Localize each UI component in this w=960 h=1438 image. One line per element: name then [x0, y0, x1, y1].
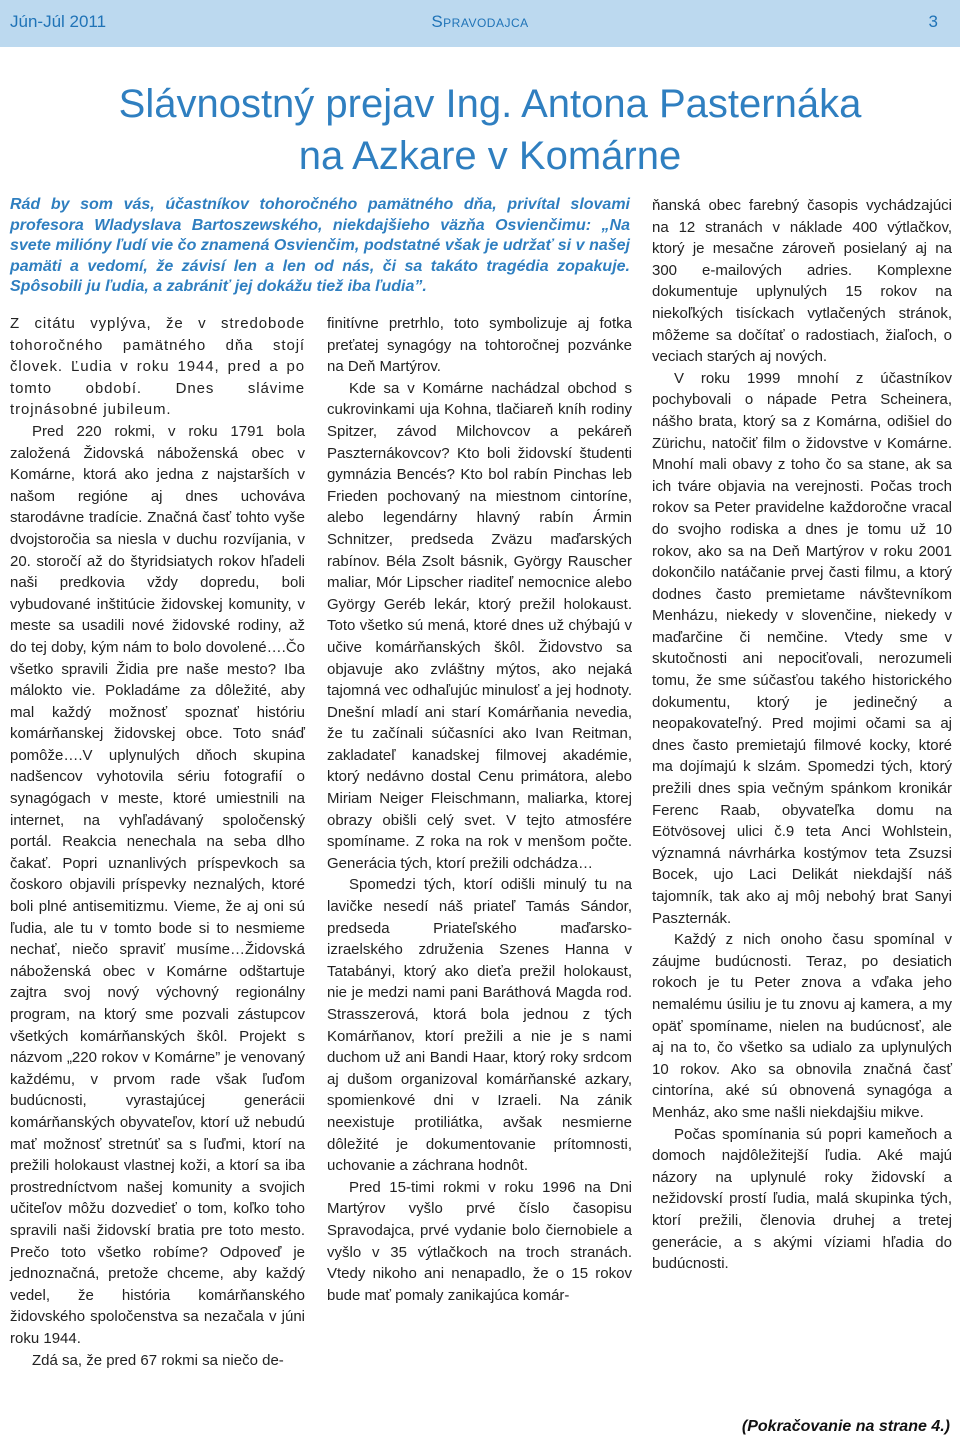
paragraph: Každý z nich onoho času spomínal v záujme budúcnosti. Teraz, po desiatich rokoch je tu Peter znova a vďaka jeho nemalému úsiliu je tu znovu aj kamera, a my opäť spomíname, nielen na budúcnosť, ale aj na to, čo všetko sa udialo za uplynulých 10 rokov. Ako sa obnovila značná časť cintorína, aké sú obnovená synagóga a Menház, ako sme našli niekdajšiu mikve.	[652, 931, 952, 1121]
paragraph: ňanská obec farebný časopis vychádzajúci na 12 stranách v náklade 400 výtlačkov, ktorý je mesačne zároveň posielaný aj na 300 e-mailových adries. Komplexne dokumentuje uplynulých 15 rokov na niekoľkých tisíckach vytlačených stránok, môžeme sa dočítať o radostiach, žiaľoch, o veciach starých aj nových.	[652, 197, 952, 366]
paragraph: finitívne pretrhlo, toto symbolizuje aj fotka preťatej synagógy na tohtoročnej pozvánke na Deň Martýrov.	[327, 315, 632, 376]
paragraph: Počas spomínania sú popri kameňoch a domoch najdôležitejší ľudia. Aké majú názory na uplynulé roky židovskí a nežidovskí prostí ľudia, malá skupinka tých, ktorí prežili, členovia druhej a tretej generácie, a s akými víziami hľadia do budúcnosti.	[652, 1125, 952, 1273]
paragraph: V roku 1999 mnohí z účastníkov pochybovali o nápade Petra Scheinera, nášho brata, ktorý sa z Komárna, odišiel do Zürichu, natočiť film o židovstve v Komárne. Mnohí mali obavy z toho čo sa stane, ak sa ich tváre objavia na verejnosti. Počas troch rokov sa Peter pravidelne každoročne vracal do svojho rodiska a dnes je tomu už 10 rokov, ako sa na Deň Martýrov v roku 2001 dokončilo natáčanie prvej časti filmu, a ktorý dodnes často premietame návštevníkom Menházu, niekedy v slovenčine, niekedy v maďarčine či nemčine. Vtedy sme v skutočnosti ani nepociťovali, nerozumeli tomu, že sme súčasťou takého historického dokumentu, ktorý je jedinečný a neopakovateľný. Pred mojimi očami sa aj dnes často premietajú filmové kocky, ktoré ma dojímajú k slzám. Spomedzi tých, ktorý prežili dnes spia večným spánkom kronikár Ferenc Raab, obyvateľka domu na Eötvösovej ulici č.9 teta Anci Wohlstein, významná návrhárka kostýmov teta Zsuzsi Bocek, ujo Laci Delikát niekdajší náš tajomník, tak ako aj môj nebohý brat Sanyi Paszternák.	[652, 369, 952, 927]
page-number: 3	[928, 12, 938, 31]
column-1	[10, 313, 305, 1371]
issue-date: Jún-Júl 2011	[10, 12, 107, 31]
lead-paragraph: Rád by som vás, účastníkov tohoročného pamätného dňa, privítal slovami profesora Wladyslava Bartoszewského, niekdajšieho väzňa Osvienčimu: „Na svete milióny ľudí vie čo znamená Osvienčim, podstatné však je udržať si v našej pamäti a vedomí, že závisí len a len od nás, či sa takáto tragédia zopakuje. Spôsobili ju ľudia, a zabrániť jej dokážu tiež iba ľudia”.	[10, 196, 630, 296]
title-line-1: Slávnostný prejav Ing. Antona Pasternáka	[118, 82, 862, 126]
column-3	[652, 195, 952, 1275]
section-name: Spravodajca	[431, 12, 529, 31]
continuation-note: (Pokračovanie na strane 4.)	[741, 1418, 950, 1435]
title-line-2: na Azkare v Komárne	[298, 134, 682, 178]
paragraph: Kde sa v Komárne nachádzal obchod s cukrovinkami uja Kohna, tlačiareň kníh rodiny Spitzer, závod Milchovcov a pekáreň Paszternákovcov? Kto boli židovskí študenti gymnázia Bencés? Kto bol rabín Pinchas leb Frieden pochovaný na miestnom cintoríne, alebo legendárny hlavný rabín Ármin Schnitzer, predseda Zväzu maďarských rabínov. Béla Zsolt básnik, György Rauscher maliar, Mór Lipscher riaditeľ nemocnice alebo György Geréb lekár, ktorý prežil holokaust. Toto všetko sú mená, ktoré dnes už chýbajú v učive komárňanských škôl. Židovstvo sa objavuje ako zvláštny mýtos, ako nejaká tajomná vec odhaľujúc minulosť a jej hodnoty. Dnešní mladí ani starí Komárňania nevedia, že tu začínali súčasníci ako Ivan Reitman, zakladateľ kanadskej filmovej akadémie, ktorý nedávno dostal Cenu primátora, alebo Miriam Neiger Fleischmann, maliarka, ktorej obrazy obišli celý svet. V tejto atmosfére spomíname. Z roka na rok v menšom počte. Generácia tých, ktorí prežili odchádza…	[327, 379, 632, 872]
paragraph: Z citátu vyplýva, že v stredobode tohoročného pamätného dňa stojí človek. Ľudia v roku 1944, pred a po tomto období. Dnes slávime trojnásobné jubileum.	[10, 315, 305, 419]
column-2	[327, 313, 632, 1306]
paragraph: Spomedzi tých, ktorí odišli minulý tu na lavičke nesedí náš priateľ Tamás Sándor, predseda Priateľského maďarsko- izraelského združenia Szenes Hanna v Tatabányi, ktorý ako dieťa prežil holokaust, nie je medzi nami pani Baráthová Magda rod. Strasszerová, ktorá bola jednou z tých Komárňanov, ktorí prežili a nie je s nami duchom už ani Bandi Haar, ktorý roky srdcom aj dušom organizoval komárňanské azkary, spomienkové dni v Izraeli. Na zánik neexistuje protiliátka, avšak nesmierne dôležité je dokumentovanie prítomnosti, uchovanie a záchrana hodnôt.	[327, 876, 632, 1175]
article-title	[40, 78, 940, 182]
paragraph: Zdá sa, že pred 67 rokmi sa niečo de-	[32, 1351, 284, 1369]
paragraph: Pred 220 rokmi, v roku 1791 bola založená Židovská náboženská obec v Komárne, ktorá ako jedna z najstarších v našom regióne aj dnes uchováva starodávne tradície. Značná časť tohto vyše dvojstoročia sa niesla v duchu rozvíjania, v 20. storočí až do štyridsiatych rokov hľadeli naši predkovia vždy dopredu, boli vybudované inštitúcie židovskej komunity, v meste sa usadili nové židovské rodiny, až do tej doby, kým nám to bolo dovolené….Čo všetko spravili Židia pre naše mesto? Iba málokto vie. Pokladáme za dôležité, aby mal každý možnosť spoznať históriu komárňanskej židovskej obce. Toto snáď pomôže….V uplynulých dňoch skupina nadšencov vyhotovila sériu fotografií o synagógach v meste, ktoré umiestnili na internet, na vyhľadávaný spoločenský portál. Reakcia nenechala na seba dlho čakať. Popri uznanlivých príspevkoch sa čoskoro objavili príspevky neznalých, ktoré boli plné antisemitizmu. Vieme, že aj oni sú ľudia, ale tu v tomto bode si to nesmieme nechať, niečo spraviť musíme…Židovská náboženská obec v Komárne odštartuje zajtra svoj nový výchovný regionálny program, na ktorý sme pozvali zástupcov všetkých komárňanských škôl. Projekt s názvom „220 rokov v Komárne” je venovaný každému, v prvom rade však ľuďom budúcnosti, vyrastajúcej generácii komárňanských obyvateľov, ktorí už nebudú mať možnosť stretnúť sa s ľuďmi, ktorí na prežili holokaust vlastnej koži, a ktorí sa iba prostredníctvom našej komunity a svojich učiteľov môžu dozvedieť o tom, koľko toho spravili naši židovskí bratia pre toto mesto. Prečo toto všetko robíme? Odpoveď je jednoznačná, pretože chceme, aby každý vedel, že história komárňanského židovského spoločenstva sa nezačala v júni roku 1944.	[10, 422, 305, 1347]
paragraph: Pred 15-timi rokmi v roku 1996 na Dni Martýrov vyšlo prvé číslo časopisu Spravodajca, prvé vydanie bolo čiernobiele a vyšlo v 35 výtlačkoch na troch stranách. Vtedy nikoho ani nenapadlo, že o 15 rokov bude mať pomaly zanikajúca komár-	[327, 1178, 632, 1304]
